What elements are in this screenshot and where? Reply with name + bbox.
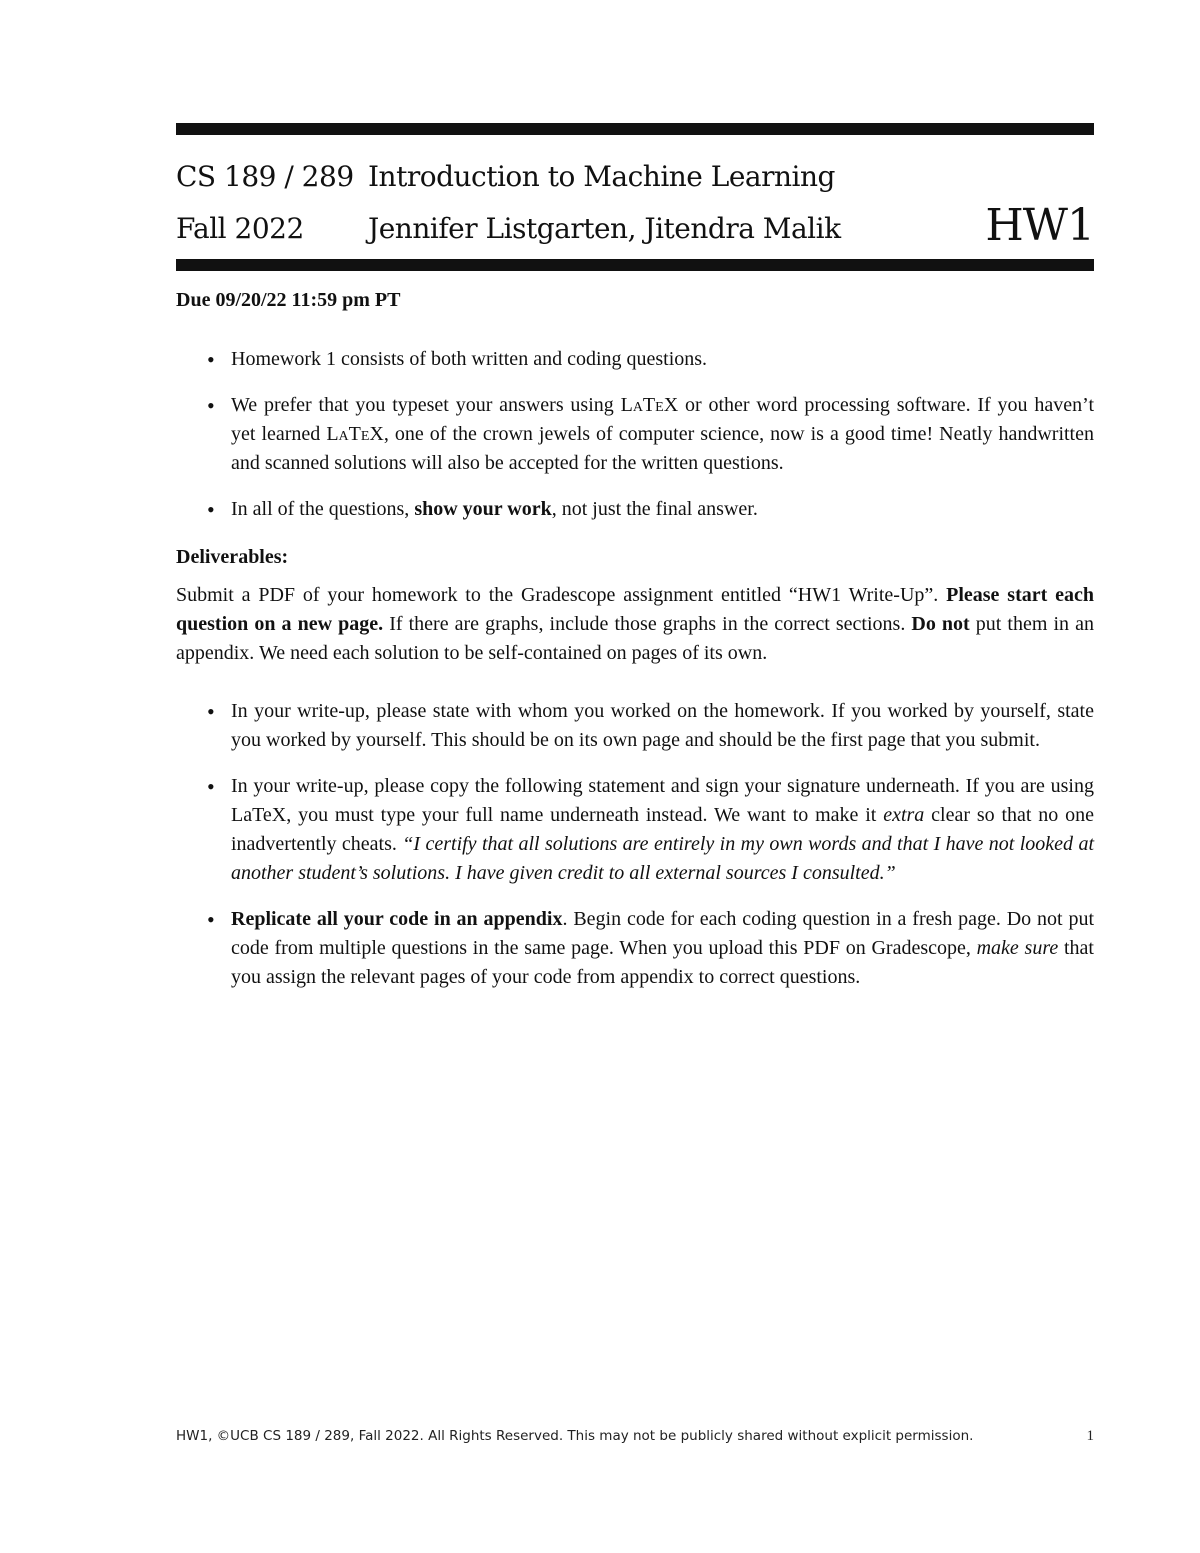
deliverables-heading: Deliverables: (176, 546, 289, 568)
list-item: • In your write-up, please copy the following statement and sign your signature underneath. If you are using LaTeX, you must type your full name underneath instead. We want to make it extra clear so that no one inadvertently cheats. “I certify that all solutions are entirely in my own words and that I have not looked at another student’s solutions. I have given credit to all external sources I consulted.” (176, 772, 1094, 888)
latex-logo: LaTeX (326, 423, 384, 445)
honor-statement: “I certify that all solutions are entirely in my own words and that I have not looked at another student’s solutions. I have given credit to all external sources I consulted.” (231, 833, 1094, 884)
copyright-notice: HW1, ©UCB CS 189 / 289, Fall 2022. All Rights Reserved. This may not be publicly shared without explicit permission. (176, 1428, 974, 1444)
header-top-rule (176, 123, 1094, 135)
term: Fall 2022 (176, 212, 304, 245)
list-item: • Homework 1 consists of both written and coding questions. (176, 345, 1094, 374)
course-title: Introduction to Machine Learning (368, 160, 835, 193)
header-bottom-rule (176, 259, 1094, 271)
list-item: • We prefer that you typeset your answers using LaTeX or other word processing software. If you haven’t yet learned LaTeX, one of the crown jewels of computer science, now is a good time! Neatly handwritten and scanned solutions will also be accepted for the written questions. (176, 391, 1094, 478)
page-number: 1 (1086, 1428, 1094, 1444)
due-date: Due 09/20/22 11:59 pm PT (176, 289, 401, 311)
list-item: • In your write-up, please state with whom you worked on the homework. If you worked by yourself, state you worked by yourself. This should be on its own page and should be the first page that you submit. (176, 697, 1094, 755)
assignment-label: HW1 (985, 200, 1094, 251)
deliverables-list (176, 697, 1094, 992)
deliverables-paragraph: Submit a PDF of your homework to the Gradescope assignment entitled “HW1 Write-Up”. Please start each question on a new page. If there are graphs, include those graphs in the correct sections. Do not put them in an appendix. We need each solution to be self-contained on pages of its own. (176, 584, 1095, 664)
page-footer (176, 1428, 1094, 1444)
instructors: Jennifer Listgarten, Jitendra Malik (368, 212, 841, 245)
list-item: • Replicate all your code in an appendix. Begin code for each coding question in a fresh page. Do not put code from multiple questions in the same page. When you upload this PDF on Gradescope, make sure that you assign the relevant pages of your code from appendix to correct questions. (176, 905, 1094, 992)
intro-list (176, 345, 1094, 524)
document-body (176, 286, 1094, 1009)
list-item: • In all of the questions, show your work, not just the final answer. (176, 495, 1094, 524)
course-code: CS 189 / 289 (176, 160, 354, 193)
latex-logo: LaTeX (620, 394, 679, 416)
